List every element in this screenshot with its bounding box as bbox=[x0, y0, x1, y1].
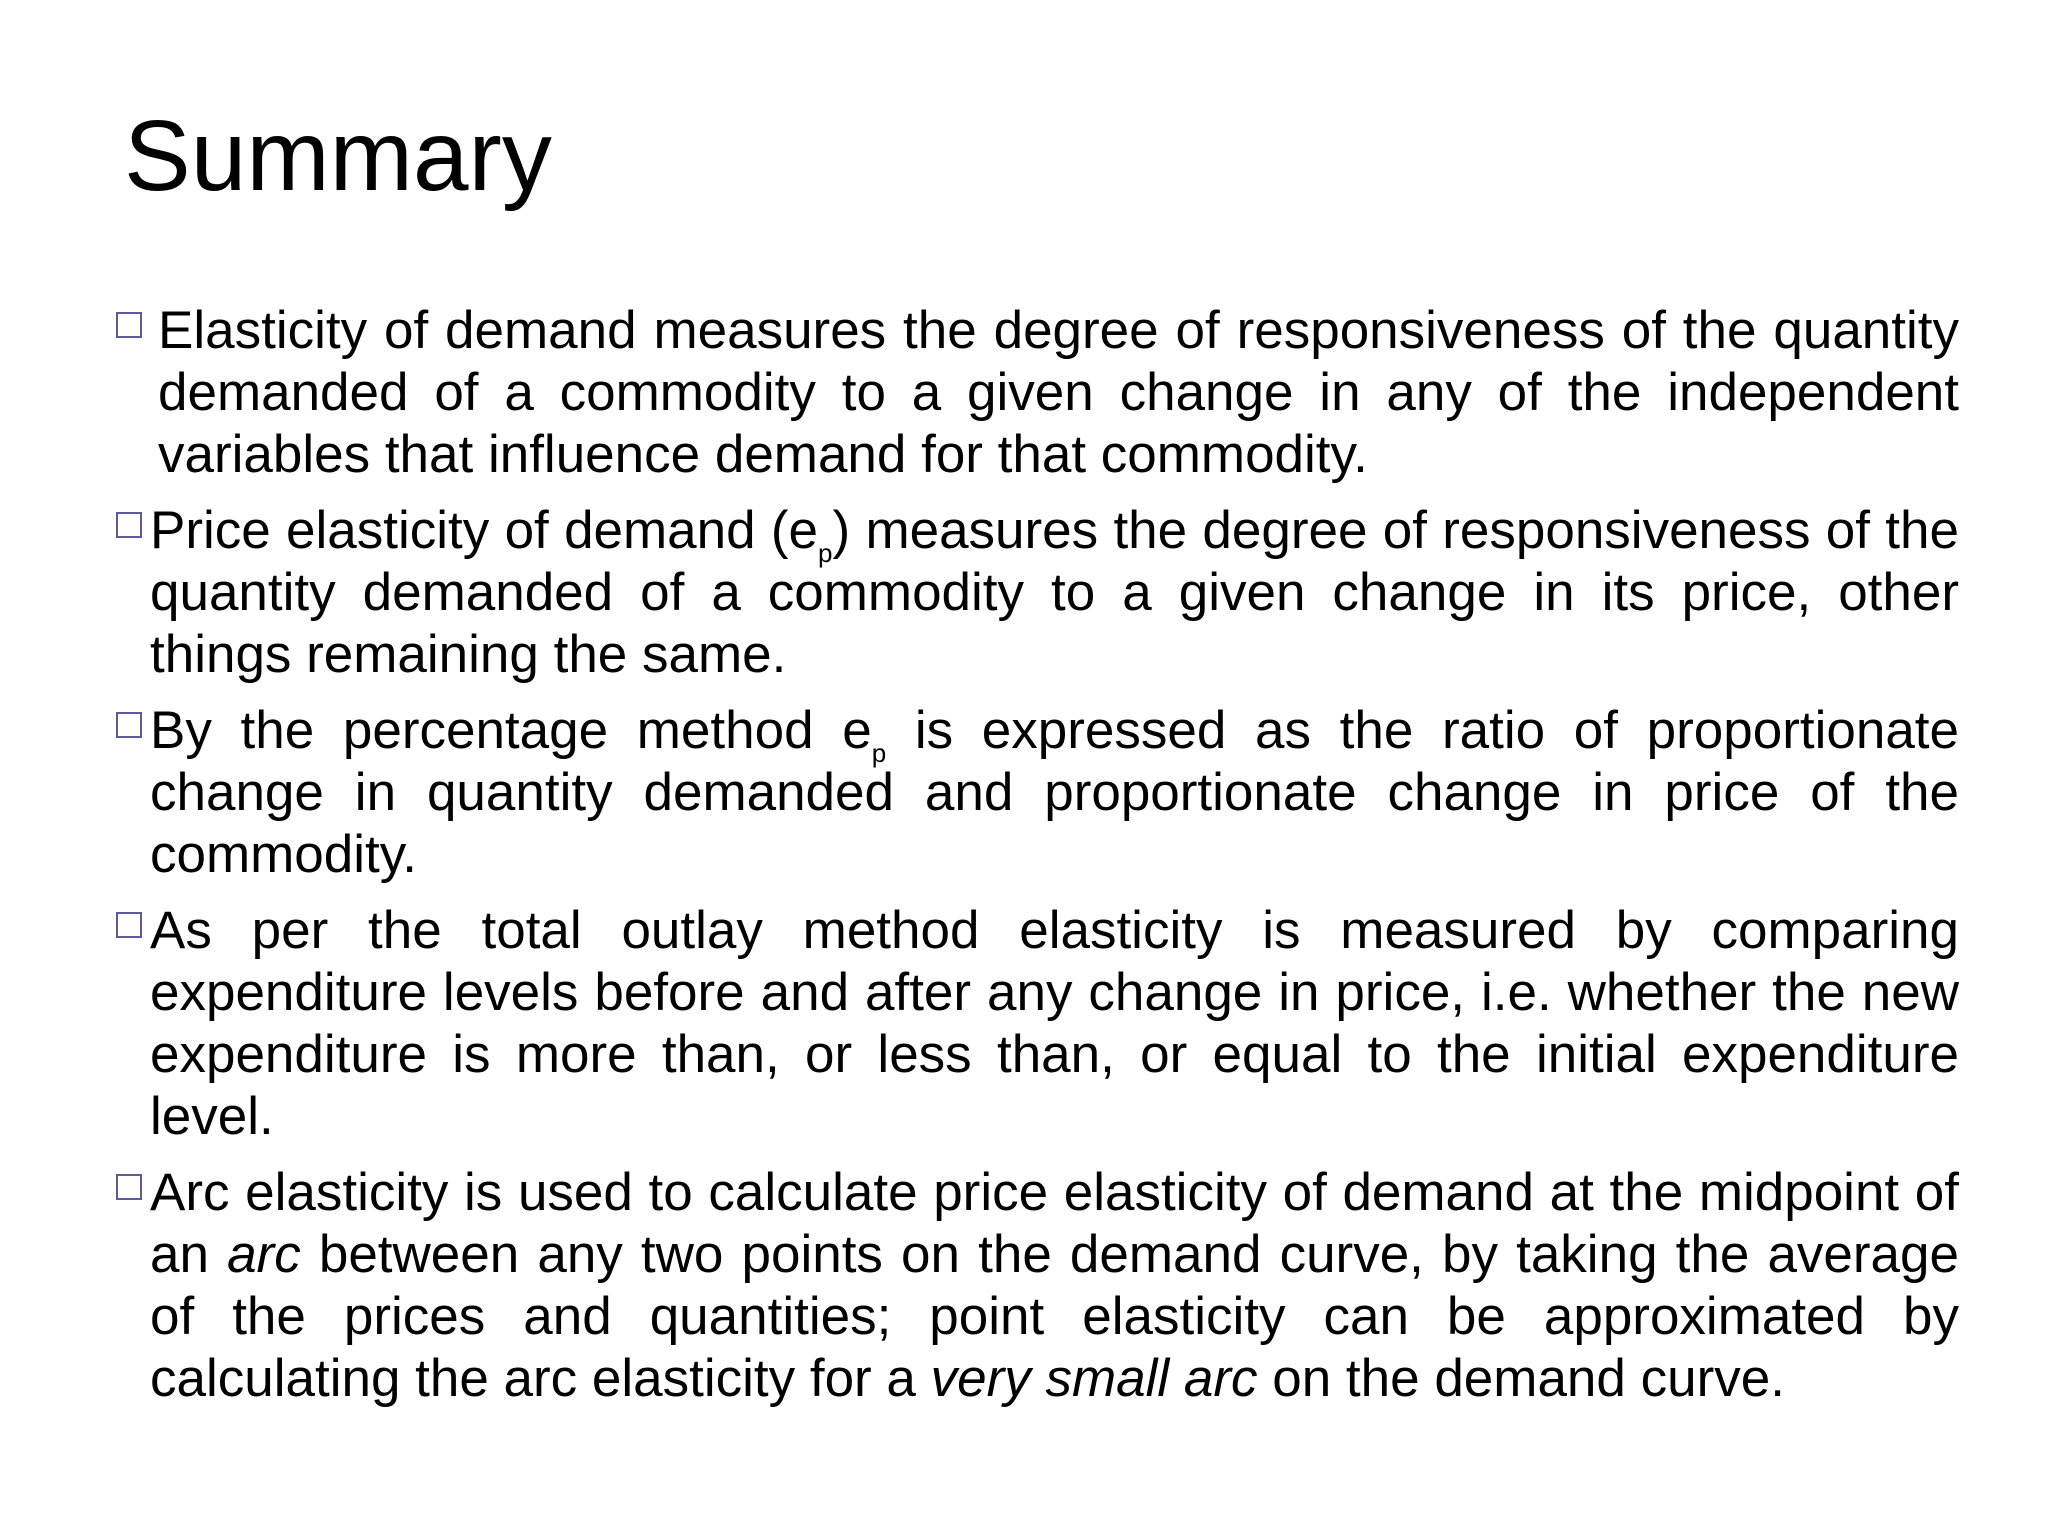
bullet-text: As per the total outlay method elasticity is measured by comparing expenditure levels before and after any change in price, i.e. whether the new expenditure is more than, or less than, or equal to the initial expenditure level. bbox=[150, 901, 1959, 1146]
bullet-text: Price elasticity of demand (e bbox=[150, 501, 819, 560]
square-bullet-icon bbox=[116, 512, 142, 538]
bullet-text: is expressed as the ratio of proportionate change in quantity demanded and proportionate change in price of the commodity. bbox=[150, 701, 1960, 884]
bullet-text: ) measures the degree of responsiveness of the quantity demanded of a commodity to a given change in its price, other things remaining the same. bbox=[150, 501, 1959, 684]
bullet-list bbox=[116, 300, 1959, 1424]
bullet-item bbox=[116, 900, 1959, 1148]
bullet-item bbox=[116, 300, 1959, 486]
bullet-text: Elasticity of demand measures the degree of responsiveness of the quantity demanded of a commodity to a given change in any of the independent variables that influence demand for that commodity. bbox=[158, 301, 1959, 484]
bullet-item bbox=[116, 500, 1959, 686]
slide-title: Summary bbox=[124, 100, 552, 212]
bullet-text: on the demand curve. bbox=[1257, 1349, 1785, 1408]
subscript: p bbox=[871, 738, 887, 768]
italic-text: arc bbox=[227, 1225, 301, 1284]
bullet-item bbox=[116, 700, 1959, 886]
bullet-text: Arc elasticity is used to calculate price elasticity of demand at the midpoint of an bbox=[150, 1163, 1959, 1284]
square-bullet-icon bbox=[116, 1174, 142, 1200]
italic-text: very small arc bbox=[930, 1349, 1258, 1408]
bullet-text: By the percentage method e bbox=[150, 701, 872, 760]
bullet-text: between any two points on the demand curve, by taking the average of the prices and quantities; point elasticity can be approximated by calculating the arc elasticity for a bbox=[150, 1225, 1959, 1408]
subscript: p bbox=[818, 538, 833, 568]
square-bullet-icon bbox=[116, 712, 142, 738]
bullet-item bbox=[116, 1162, 1959, 1410]
square-bullet-icon bbox=[116, 312, 142, 338]
square-bullet-icon bbox=[116, 912, 142, 938]
